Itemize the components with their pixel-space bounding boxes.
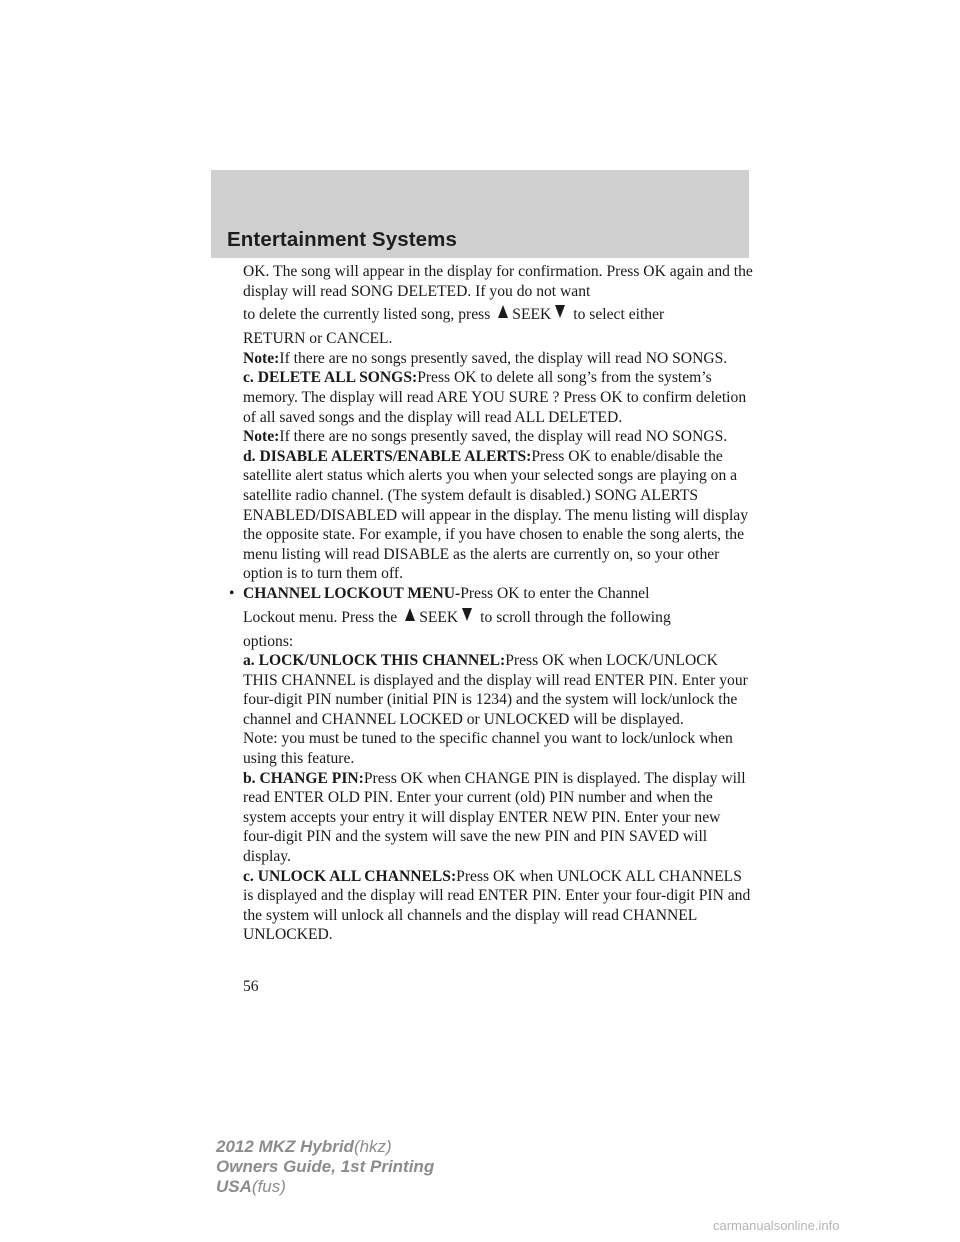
item-lock-unlock-channel: a. LOCK/UNLOCK THIS CHANNEL:Press OK when LOCK/UNLOCK THIS CHANNEL is displayed and the display will read ENTER PIN. Enter your four-digit PIN number (initial PIN is 1234) and the system will lock/unlock the channel and CHANNEL LOCKED or UNLOCKED will be displayed. — [243, 652, 748, 728]
note-no-songs-1: Note:If there are no songs presently saved, the display will read NO SONGS. — [243, 349, 728, 367]
seek-up-icon — [405, 608, 415, 621]
bullet-channel-lockout: • CHANNEL LOCKOUT MENU-Press OK to enter the Channel Lockout menu. Press the SEEK to scroll through the following options: — [229, 584, 671, 650]
item-disable-enable-alerts: d. DISABLE ALERTS/ENABLE ALERTS:Press OK to enable/disable the satellite alert status which alerts you when your selected songs are playing on a satellite radio channel. (The system default is disabled.) SONG ALERTS ENABLED/DISABLED will appear in the display. The menu listing will display the opposite state. For example, if you have chosen to enable the song alerts, the menu listing will read DISABLE as the alerts are currently on, so your other option is to turn them off. — [243, 447, 748, 583]
note-no-songs-2: Note:If there are no songs presently saved, the display will read NO SONGS. — [243, 428, 728, 446]
note-tuned-channel: Note: you must be tuned to the specific channel you want to lock/unlock when using this feature. — [243, 730, 733, 768]
item-delete-all-songs: c. DELETE ALL SONGS:Press OK to delete all song’s from the system’s memory. The display will read ARE YOU SURE ? Press OK to confirm deletion of all saved songs and the display will read ALL DELETED. — [243, 369, 747, 426]
paragraph-song-delete: OK. The song will appear in the display for confirmation. Press OK again and the display will read SONG DELETED. If you do not want to delete the currently listed song, press SEEK to select either RETURN or CANCEL. — [243, 263, 753, 348]
seek-down-icon — [555, 305, 565, 318]
item-change-pin: b. CHANGE PIN:Press OK when CHANGE PIN is displayed. The display will read ENTER OLD PIN. Enter your current (old) PIN number and when the system accepts your entry it will display ENTER NEW PIN. Enter your new four-digit PIN and the system will save the new PIN and PIN SAVED will display. — [243, 769, 746, 866]
lockout-seek-line: Lockout menu. Press the SEEK to scroll through the following — [243, 608, 671, 626]
section-header — [211, 170, 749, 258]
seek-down-icon — [462, 608, 472, 621]
section-title: Entertainment Systems — [227, 228, 457, 251]
site-watermark: carmanualsonline.info — [713, 1218, 840, 1233]
bullet-marker: • — [229, 584, 235, 602]
document-footer — [216, 1137, 434, 1197]
page-body — [229, 262, 753, 945]
footer-line-market: USA(fus) — [216, 1177, 286, 1196]
seek-instruction-line: to delete the currently listed song, press SEEK to select either — [243, 306, 665, 324]
page-number: 56 — [243, 978, 259, 995]
item-unlock-all-channels: c. UNLOCK ALL CHANNELS:Press OK when UNLOCK ALL CHANNELS is displayed and the display will read ENTER PIN. Enter your four-digit PIN and the system will unlock all channels and the display will read CHANNEL UNLOCKED. — [243, 867, 751, 944]
footer-line-model: 2012 MKZ Hybrid(hkz) — [216, 1137, 392, 1156]
footer-line-printing: Owners Guide, 1st Printing — [216, 1157, 435, 1176]
seek-up-icon — [498, 305, 508, 318]
